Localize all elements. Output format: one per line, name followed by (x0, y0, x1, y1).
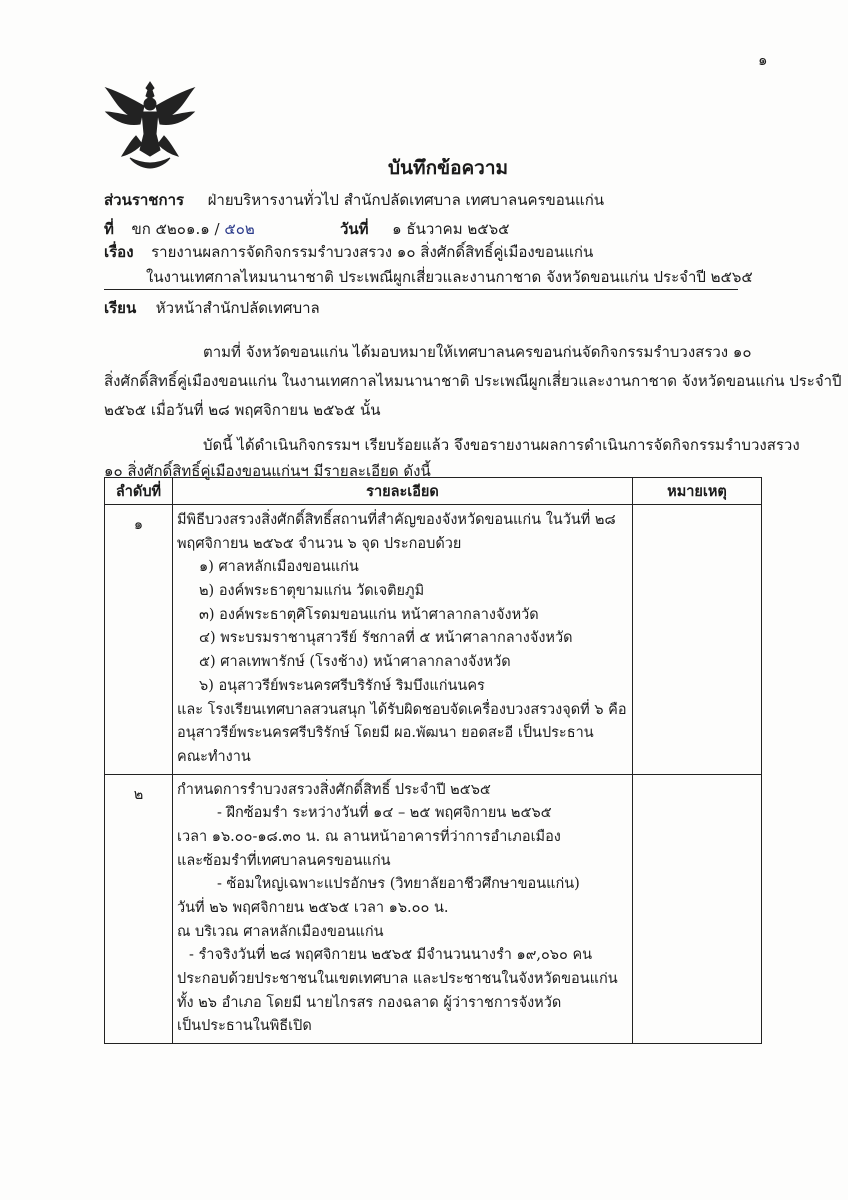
detail-line: กำหนดการรำบวงสรวงสิ่งศักดิ์สิทธิ์ ประจำปี ๒๕๖๕ (177, 781, 491, 798)
ref-handwritten-number: ๕๐๒ (224, 220, 255, 238)
detail-line: ๒) องค์พระธาตุขามแก่น วัดเจติยภูมิ (199, 583, 425, 600)
detail-line: เป็นประธานในพิธีเปิด (177, 1018, 312, 1035)
garuda-emblem-icon (100, 78, 200, 170)
subject-line-2: ในงานเทศกาลไหมนานาชาติ ประเพณีผูกเสี่ยวและงานกาชาด จังหวัดขอนแก่น ประจำปี ๒๕๖๕ (146, 268, 753, 286)
details-table (104, 477, 762, 1044)
para1-line-1: ตามที่ จังหวัดขอนแก่น ได้มอบหมายให้เทศบาลนครขอนก่นจัดกิจกรรมรำบวงสรวง ๑๐ (203, 343, 752, 361)
ref-value: ขก ๕๒๐๑.๑ / (131, 220, 220, 238)
header-divider (104, 289, 738, 290)
detail-line: ๖) อนุสาวรีย์พระนครศรีบริรักษ์ ริมบึงแก่นนคร (199, 677, 485, 694)
detail-line: ณ บริเวณ ศาลหลักเมืองขอนแก่น (177, 923, 384, 940)
detail-line: และ โรงเรียนเทศบาลสวนสนุก ได้รับผิดชอบจัดเครื่องบวงสรวงจุดที่ ๖ คือ (177, 701, 627, 718)
table-row (105, 774, 762, 1044)
to-label: เรียน (104, 299, 137, 317)
detail-line: พฤศจิกายน ๒๕๖๕ จำนวน ๖ จุด ประกอบด้วย (177, 535, 462, 552)
col-header-details: รายละเอียด (173, 478, 633, 505)
detail-line: วันที่ ๒๖ พฤศจิกายน ๒๕๖๕ เวลา ๑๖.๐๐ น. (177, 900, 449, 916)
page-number: ๑ (758, 51, 768, 69)
detail-line: เวลา ๑๖.๐๐-๑๘.๓๐ น. ณ ลานหน้าอาคารที่ว่าการอำเภอเมือง (177, 828, 561, 845)
table-row (105, 505, 762, 775)
agency-label: ส่วนราชการ (104, 191, 185, 209)
detail-line: มีพิธีบวงสรวงสิ่งศักดิ์สิทธิ์สถานที่สำคัญของจังหวัดขอนแก่น ในวันที่ ๒๘ (177, 512, 616, 528)
row-number: ๑ (105, 505, 173, 775)
detail-line: คณะทำงาน (177, 748, 251, 765)
to-value: หัวหน้าสำนักปลัดเทศบาล (155, 299, 320, 317)
detail-line: ๔) พระบรมราชานุสาวรีย์ รัชกาลที่ ๕ หน้าศาลากลางจังหวัด (199, 630, 573, 647)
date-label: วันที่ (340, 220, 369, 238)
row-remarks (633, 505, 762, 775)
row-details (173, 774, 633, 1044)
detail-line: ๕) ศาลเทพารักษ์ (โรงช้าง) หน้าศาลากลางจังหวัด (199, 654, 511, 671)
date-line (340, 217, 510, 241)
para2-line-2: ๑๐ สิ่งศักดิ์สิทธิ์คู่เมืองขอนแก่นฯ มีรายละเอียด ดังนี้ (104, 462, 431, 480)
detail-line: - ฝึกซ้อมรำ ระหว่างวันที่ ๑๔ – ๒๕ พฤศจิกายน ๒๕๖๕ (217, 805, 552, 822)
memo-title: บันทึกข้อความ (388, 157, 509, 179)
subject-text-1: รายงานผลการจัดกิจกรรมรำบวงสรวง ๑๐ สิ่งศักดิ์สิทธิ์คู่เมืองขอนแก่น (151, 243, 594, 261)
row-number: ๒ (105, 774, 173, 1044)
para1-line-2: สิ่งศักดิ์สิทธิ์คู่เมืองขอนแก่น ในงานเทศกาลไหมนานาชาติ ประเพณีผูกเสี่ยวและงานกาชาด จังหวัดขอนแก่น ประจำปี (104, 372, 842, 390)
detail-line: ๑) ศาลหลักเมืองขอนแก่น (199, 559, 359, 576)
row-details (173, 505, 633, 775)
detail-line: ประกอบด้วยประชาชนในเขตเทศบาล และประชาชนในจังหวัดขอนแก่น (177, 971, 618, 988)
table-header-row (105, 478, 762, 505)
detail-line: และซ้อมรำที่เทศบาลนครขอนแก่น (177, 852, 391, 869)
detail-line: - ซ้อมใหญ่เฉพาะแปรอักษร (วิทยาลัยอาชีวศึกษาขอนแก่น) (217, 876, 580, 893)
row-remarks (633, 774, 762, 1044)
para1-line-3: ๒๕๖๕ เมื่อวันที่ ๒๘ พฤศจิกายน ๒๕๖๕ นั้น (104, 401, 381, 419)
reference-line (104, 217, 255, 241)
agency-line (104, 188, 604, 212)
detail-line: ๓) องค์พระธาตุศิโรดมขอนแก่น หน้าศาลากลางจังหวัด (199, 606, 539, 623)
col-header-remarks: หมายเหตุ (633, 478, 762, 505)
detail-line: อนุสาวรีย์พระนครศรีบริรักษ์ โดยมี ผอ.พัฒนา ยอดสะอี เป็นประธาน (177, 725, 594, 742)
to-line (104, 296, 320, 320)
subject-line-1 (104, 240, 593, 264)
ref-label: ที่ (104, 220, 114, 238)
col-header-order: ลำดับที่ (105, 478, 173, 505)
detail-line: ทั้ง ๒๖ อำเภอ โดยมี นายไกรสร กองฉลาด ผู้ว่าราชการจังหวัด (177, 994, 562, 1011)
detail-line: - รำจริงวันที่ ๒๘ พฤศจิกายน ๒๕๖๕ มีจำนวนนางรำ ๑๙,๐๖๐ คน (189, 947, 593, 964)
date-value: ๑ ธันวาคม ๒๕๖๕ (392, 220, 510, 238)
para2-line-1: บัดนี้ ได้ดำเนินกิจกรรมฯ เรียบร้อยแล้ว จึงขอรายงานผลการดำเนินการจัดกิจกรรมรำบวงสรวง (203, 436, 800, 454)
agency-value: ฝ่ายบริหารงานทั่วไป สำนักปลัดเทศบาล เทศบาลนครขอนแก่น (207, 191, 605, 209)
subject-label: เรื่อง (104, 243, 134, 261)
